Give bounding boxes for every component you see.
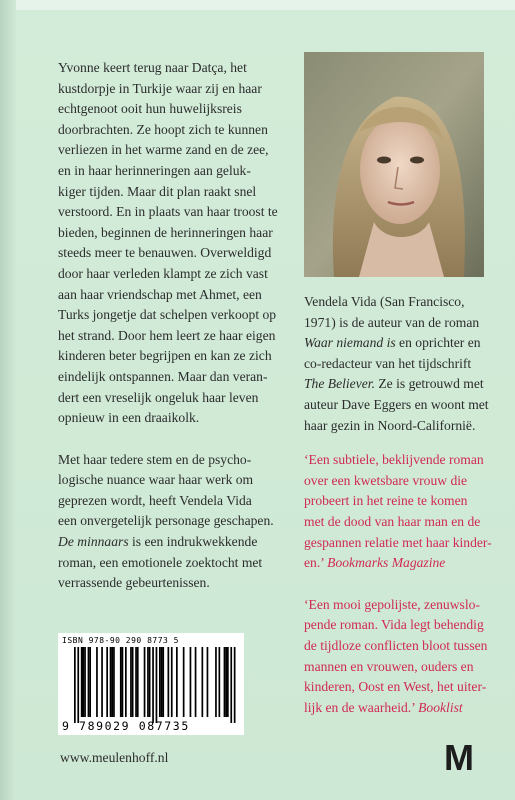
- blurb-line: Met haar tedere stem en de psycho-: [58, 451, 252, 467]
- bio-line: auteur Dave Eggers en woont met: [304, 396, 489, 412]
- barcode-bar: [168, 647, 170, 717]
- blurb-line: eindelijk ontspannen. Maar dan veran-: [58, 368, 268, 384]
- barcode-bar: [171, 647, 173, 717]
- barcode-bar: [89, 647, 91, 717]
- author-bio: [304, 292, 504, 436]
- barcode-bar: [120, 647, 122, 717]
- barcode-bar: [147, 647, 149, 717]
- blurb-line: steeds meer te benauwen. Overweldigd: [58, 245, 272, 261]
- barcode-bar: [225, 647, 227, 717]
- barcode-bar: [230, 647, 232, 723]
- quote-source: Bookmarks Magazine: [327, 555, 446, 571]
- blurb-paragraph-1: [58, 58, 290, 429]
- bio-line: [304, 333, 504, 354]
- barcode-bar: [183, 647, 185, 717]
- quote-line: [304, 698, 504, 719]
- blurb-line: kiger tijden. Maar dit plan raakt snel: [58, 183, 257, 199]
- book-title-de-minnaars: De minnaars: [58, 534, 129, 550]
- quote-line: gespannen relatie met haar kinder-: [304, 534, 492, 550]
- barcode-bar: [137, 647, 139, 717]
- quote-line: kinderen, Oost en West, het uiter-: [304, 679, 487, 695]
- review-quote-2: [304, 595, 504, 719]
- quote-line: over een kwetsbare vrouw die: [304, 472, 468, 488]
- author-photo: [304, 52, 484, 277]
- blurb-line: kinderen beter begrijpen en kan ze zich: [58, 348, 272, 364]
- blurb-line: doorbrachten. Ze hoopt zich te kunnen: [58, 121, 268, 137]
- barcode-bar: [132, 647, 134, 717]
- isbn-barcode: [58, 633, 244, 735]
- barcode-bar: [113, 647, 115, 717]
- blurb-line: kustdorpje in Turkije waar zij en haar: [58, 80, 262, 96]
- barcode-bar: [162, 647, 164, 717]
- barcode-bar: [234, 647, 236, 723]
- barcode-bar: [77, 647, 79, 723]
- review-quote-1: [304, 450, 504, 574]
- isbn-number: 9 789029 087735: [62, 719, 190, 733]
- blurb-line: dert een vreselijk ongeluk haar leven: [58, 389, 259, 405]
- blurb-line: verrassende gebeurtenissen.: [58, 575, 210, 591]
- blurb-line: echtgenoot ooit hun huwelijksreis: [58, 101, 242, 117]
- barcode-bar: [227, 647, 229, 717]
- blurb-line: het strand. Door hem leert ze haar eigen: [58, 327, 276, 343]
- blurb-line: geprezen wordt, heeft Vendela Vida: [58, 492, 252, 508]
- quote-line: de tijdloze conflicten bloot tussen: [304, 637, 488, 653]
- blurb-line: aan haar vriendschap met Ahmet, een: [58, 286, 262, 302]
- blurb-column: [58, 58, 290, 615]
- book-title-waar-niemand-is: Waar niemand is: [304, 335, 396, 351]
- barcode-bar: [122, 647, 124, 717]
- blurb-line: roman, een emotionele zoektocht met: [58, 554, 263, 570]
- barcode-bar: [111, 647, 113, 717]
- barcode-bar: [176, 647, 178, 717]
- blurb-line-rest: is een indrukwekkende: [128, 534, 258, 550]
- barcode-bar: [106, 647, 108, 717]
- cover-spine-shadow: [0, 0, 16, 800]
- barcode-bar: [202, 647, 204, 717]
- barcode-bar: [161, 647, 163, 717]
- blurb-line: bieden, beginnen de herinneringen haar: [58, 224, 273, 240]
- barcode-bar: [215, 647, 217, 717]
- blurb-line: verstoord. En in plaats van haar troost te: [58, 204, 278, 220]
- barcode-bar: [144, 647, 146, 717]
- cover-top-edge: [0, 0, 515, 10]
- quote-line: met de dood van haar man en de: [304, 513, 481, 529]
- quote-line: probeert in het reine te komen: [304, 493, 468, 509]
- barcode-bar: [130, 647, 132, 717]
- magazine-title: The Believer.: [304, 376, 375, 392]
- bio-line-rest: en oprichter en: [395, 335, 481, 351]
- barcode-bar: [74, 647, 76, 723]
- barcode-bar: [125, 647, 127, 717]
- blurb-line: en in haar herinneringen aan geluk-: [58, 162, 251, 178]
- bio-line: 1971) is de auteur van de roman: [304, 314, 480, 330]
- barcode-bar: [110, 647, 112, 717]
- blurb-line: [58, 532, 290, 553]
- bio-line: [304, 374, 504, 395]
- isbn-label: ISBN 978-90 290 8773 5: [62, 636, 179, 645]
- blurb-line: logische nuance waar haar werk om: [58, 472, 254, 488]
- barcode-bar: [207, 647, 209, 717]
- bio-line: co-redacteur van het tijdschrift: [304, 355, 472, 371]
- barcode-bar: [149, 647, 151, 717]
- bio-line: Vendela Vida (San Francisco,: [304, 294, 465, 309]
- publisher-url[interactable]: www.meulenhoff.nl: [60, 750, 169, 765]
- barcode-bar: [84, 647, 86, 717]
- author-info-column: [304, 292, 504, 718]
- publisher-logo: M: [444, 737, 474, 778]
- barcode-bar: [224, 647, 226, 717]
- blurb-line: opnieuw in een draaikolk.: [58, 410, 200, 426]
- barcode-bar: [159, 647, 161, 717]
- barcode-bar: [156, 647, 158, 723]
- blurb-paragraph-2: [58, 450, 290, 594]
- quote-line: ‘Een subtiele, beklijvende roman: [304, 452, 484, 468]
- quote-line: ‘Een mooi gepolijste, zenuwslo-: [304, 596, 480, 612]
- quote-source: Booklist: [418, 699, 463, 715]
- quote-line: mannen en vrouwen, ouders en: [304, 658, 474, 674]
- blurb-line: door haar verleden klampt ze zich vast: [58, 265, 268, 281]
- barcode-bar: [96, 647, 98, 717]
- barcode-bar: [83, 647, 85, 717]
- author-portrait-illustration: [304, 52, 484, 277]
- blurb-line: verliezen in het warme zand en de zee,: [58, 142, 269, 158]
- bio-line-rest: Ze is getrouwd met: [374, 376, 484, 392]
- quote-line: [304, 553, 504, 574]
- barcode-bar: [190, 647, 192, 717]
- barcode-bar: [219, 647, 221, 717]
- blurb-line: Yvonne keert terug naar Datça, het: [58, 60, 247, 75]
- barcode-bar: [195, 647, 197, 717]
- quote-line: pende roman. Vida legt behendig: [304, 617, 484, 633]
- quote-line-text: lijk en de waarheid.’: [304, 699, 419, 715]
- barcode-bar: [81, 647, 83, 717]
- quote-line-text: en.’: [304, 555, 328, 571]
- barcode-bar: [101, 647, 103, 717]
- blurb-line: een onvergetelijk personage geschapen.: [58, 513, 274, 529]
- blurb-line: Turks jongetje dat schelpen verkoopt op: [58, 307, 277, 323]
- barcode-bar: [88, 647, 90, 717]
- barcode-bar: [135, 647, 137, 717]
- barcode-bar: [152, 647, 154, 723]
- bio-line: haar gezin in Noord-Californië.: [304, 417, 476, 433]
